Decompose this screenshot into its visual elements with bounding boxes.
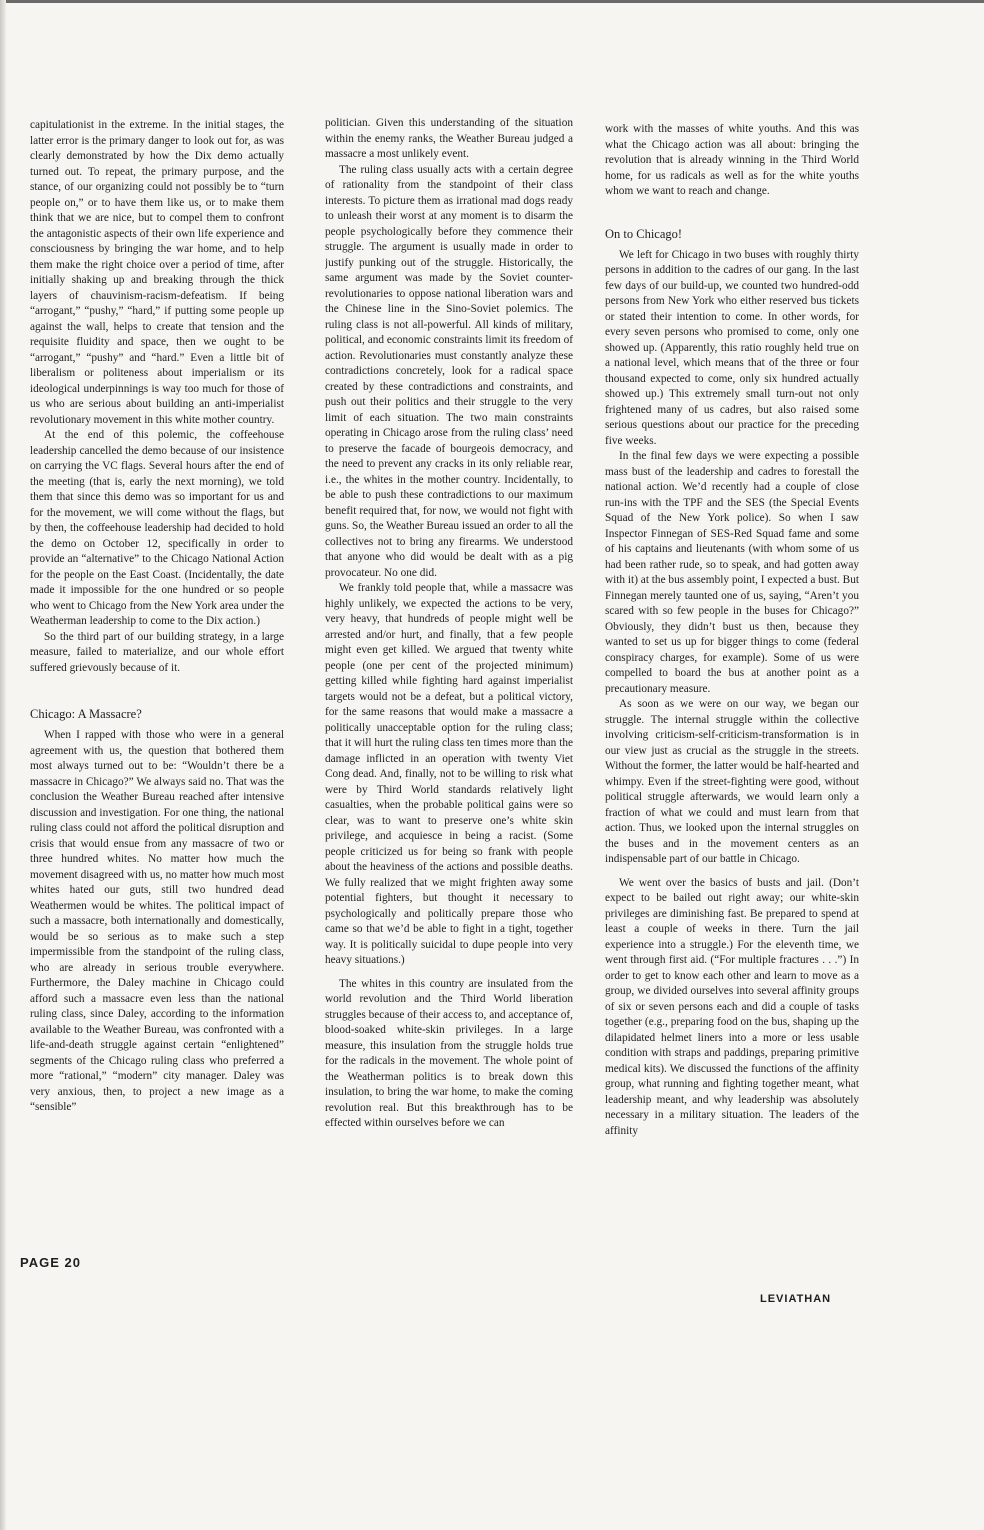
top-rule [0,0,984,3]
paragraph: work with the masses of white youths. And this was what the Chicago action was all about: bringing the revolution that is already winning in the Third World home, for us radicals as well as for the white youths whom we want to reach and change. [605,123,859,197]
paragraph: We left for Chicago in two buses with roughly thirty persons in addition to the cadres of our gang. In the last few days of our build-up, we counted two hundred-odd persons from New York who either reserved bus tickets or stated their intention to come. In other words, for every seven persons who promised to come, only one showed up. (Apparently, this ratio roughly held true on a national level, which means that of the three or four thousand expected to come, only six hundred actually showed up.) This extremely small turn-out not only frightened many of us cadres, but also raised some serious questions about our practice for the preceding five weeks. [605,248,859,447]
paragraph: As soon as we were on our way, we began our struggle. The internal struggle within the collective involving criticism-self-criticism-transformation is in our view just as crucial as the struggle in the streets. Without the former, the latter would be half-hearted and whimpy. Even if the street-fighting were good, without political struggle afterwards, we would learn only a fraction of what we could and must learn from that action. Thus, we looked upon the internal struggles on the buses and in the movement centers as an indispensable part of our battle in Chicago. [605,698,859,865]
paragraph: At the end of this polemic, the coffeehouse leadership cancelled the demo because of our insistence on carrying the VC flags. Several hours after the end of the meeting (that is, early the next morning), we told them that since this demo was so important for us and for the movement, we will come without the flags, but by then, the coffeehouse leadership had decided to hold the demo on October 12, specifically in order to provide an “alternative” to the Chicago National Action for the people on the East Coast. (Incidentally, the date made it impossible for the one hundred or so people who went to Chicago from the New York area under the Weatherman leadership to come to the Dix action.) [30,429,284,627]
paragraph: So the third part of our building strategy, in a large measure, failed to materialize, and our whole effort suffered grievously because of it. [30,630,284,674]
section-heading: On to Chicago! [605,226,683,241]
column-left [30,118,284,1418]
paragraph: In the final few days we were expecting a possible mass bust of the leadership and cadres to forestall the national action. We’d recently had a couple of close run-ins with the TPF and the SES (the Special Events Squad of the New York police). So when I saw Inspector Finnegan of SES-Red Squad fame and some of his captains and lieutenants (with whom some of us had been rather rude, so to speak, and had gotten away with it) at the bus assembly point, I expected a bust. But Finnegan merely taunted one of us, saying, “Aren’t you scared with so few people in the buses for Chicago?” Obviously, they didn’t bust us then, because they wanted to set us up for bigger things to come (federal conspiracy charges, for example). Some of us were compelled to board the bus at another point as a precautionary measure. [605,450,859,695]
masthead: LEVIATHAN [760,1293,832,1305]
column-right [605,122,859,1312]
paragraph: We went over the basics of busts and jail. (Don’t expect to be bailed out right away; our white-skin privileges are diminishing fast. Be prepared to spend at least a couple of weeks in there. Turn the jail experience into a struggle.) For the eleventh time, we went through first aid. (“For multiple fractures . . .”) In order to get to know each other and learn to move as a group, we divided ourselves into several affinity groups of six or seven persons each and did a couple of tasks together (e.g., preparing food on the bus, shaping up the dilapidated helmet liners into a more or less usable condition with straps and paddings, preparing primitive medical kits). We discussed the functions of the affinity group, what running and fighting together meant, what leadership meant, and why leadership was absolutely necessary in a military situation. The leaders of the affinity [605,876,859,1137]
paragraph: The whites in this country are insulated from the world revolution and the Third World liberation struggles because of their access to, and acceptance of, blood-soaked white-skin privileges. In a large measure, this insulation from the struggle holds true for the radicals in the movement. The whole point of the Weatherman politics is to break down this insulation, to bring the war home, to make the coming revolution real. But this breakthrough has to be effected within ourselves before we can [325,977,573,1129]
paragraph: We frankly told people that, while a massacre was highly unlikely, we expected the actions to be very, very heavy, that hundreds of people might well be arrested and/or hurt, and finally, that a few people might even get killed. We argued that twenty white people (one per cent of the projected minimum) getting killed while fighting hard against imperialist targets would not be a defeat, but a political victory, for the same reasons that would make a massacre a politically unacceptable option for the ruling class; that it will hurt the ruling class ten times more than the damage inflicted in an operation with twenty Viet Cong dead. And, finally, not to be willing to risk what were by Third World standards relatively light casualties, when the probable political gains were so clear, was to want to preserve one’s white skin privilege, and acquiesce in being a racist. (Some people criticized us for being so frank with people about the heaviness of the actions and possible deaths. We fully realized that we might frighten away some potential fighters, but thought it necessary to psychologically and politically prepare those who came so that we’d be able to fight in a tight, together way. It is politically suicidal to dupe people into very heavy situations.) [325,582,573,966]
paragraph: The ruling class usually acts with a certain degree of rationality from the standpoint of their class interests. To picture them as irrational mad dogs ready to unleash their worst at any moment is to disarm the people psychologically before they commence their struggle. The argument is usually made in order to justify punking out of the struggle. Historically, the same argument was made by the Soviet counter-revolutionaries to oppose national liberation wars and the Chinese line in the Sino-Soviet polemics. The ruling class is not all-powerful. All kinds of military, political, and economic constraints limit its freedom of action. Revolutionaries must constantly analyze these contradictions concretely, look for a radical space created by these contradictions and constraints, and push out their politics and their struggle to the very limit of each situation. The two main constraints operating in Chicago arose from the ruling class’ need to preserve the facade of bourgeois democracy, and the need to prevent any cracks in its only reliable rear, i.e., the whites in the mother country. Incidentally, to be able to push these contradictions to our maximum benefit required that, for now, we would not fight with guns. So, the Weather Bureau issued an order to all the collectives not to bring any firearms. We understood that anyone who did would be dealt with as a pig provocateur. No one did. [325,163,573,579]
section-heading: Chicago: A Massacre? [30,707,142,721]
page-number: PAGE 20 [20,1255,81,1270]
column-middle [325,116,573,1306]
paragraph: When I rapped with those who were in a general agreement with us, the question that bothered them most always turned out to be: “Wouldn’t there be a massacre in Chicago?” We always said no. That was the conclusion the Weather Bureau reached after intensive discussion and investigation. For one thing, the national ruling class could not afford the political disruption and crisis that would ensue from any massacre of two or three hundred whites. No matter how much the movement disagreed with us, no matter how much most whites hated our guts, still two hundred dead Weathermen would be whites. The political impact of such a massacre, both internationally and domestically, would be so serious as to make such a step impermissible from the standpoint of the ruling class, who are already in serious trouble everywhere. Furthermore, the Daley machine in Chicago could afford such a massacre even less than the national ruling class, since Daley, according to the information available to the Weather Bureau, was confronted with a life-and-death struggle against certain “enlightened” segments of the Chicago ruling class who preferred a more “rational,” “modern” city manager. Daley was very anxious, then, to project a new image as a “sensible” [30,729,284,1113]
paragraph: capitulationist in the extreme. In the initial stages, the latter error is the primary danger to look out for, as was clearly demonstrated by how the Dix demo actually turned out. To repeat, the primary purpose, and the stance, of our organizing could not possibly be to “turn people on,” or to have them like us, or to make them think that we are nice, but to compel them to confront the antagonistic aspects of their own life experience and consciousness by bringing the war home, and to help them make the right choice over a period of time, after initially shaking up and breaking through the thick layers of chauvinism-racism-defeatism. If being “arrogant,” “pushy,” “hard,” if putting some people up against the wall, helps to create that tension and the requisite fluidity and space, then we ought to be “arrogant,” “pushy” and “hard.” Even a little bit of liberalism or politeness about imperialism or its ideological underpinnings is way too much for those of us who are serious about building an anti-imperialist revolutionary movement in this white mother country. [30,119,284,426]
page-edge [0,0,6,1530]
paragraph: politician. Given this understanding of the situation within the enemy ranks, the Weather Bureau judged a massacre a most unlikely event. [325,117,573,160]
